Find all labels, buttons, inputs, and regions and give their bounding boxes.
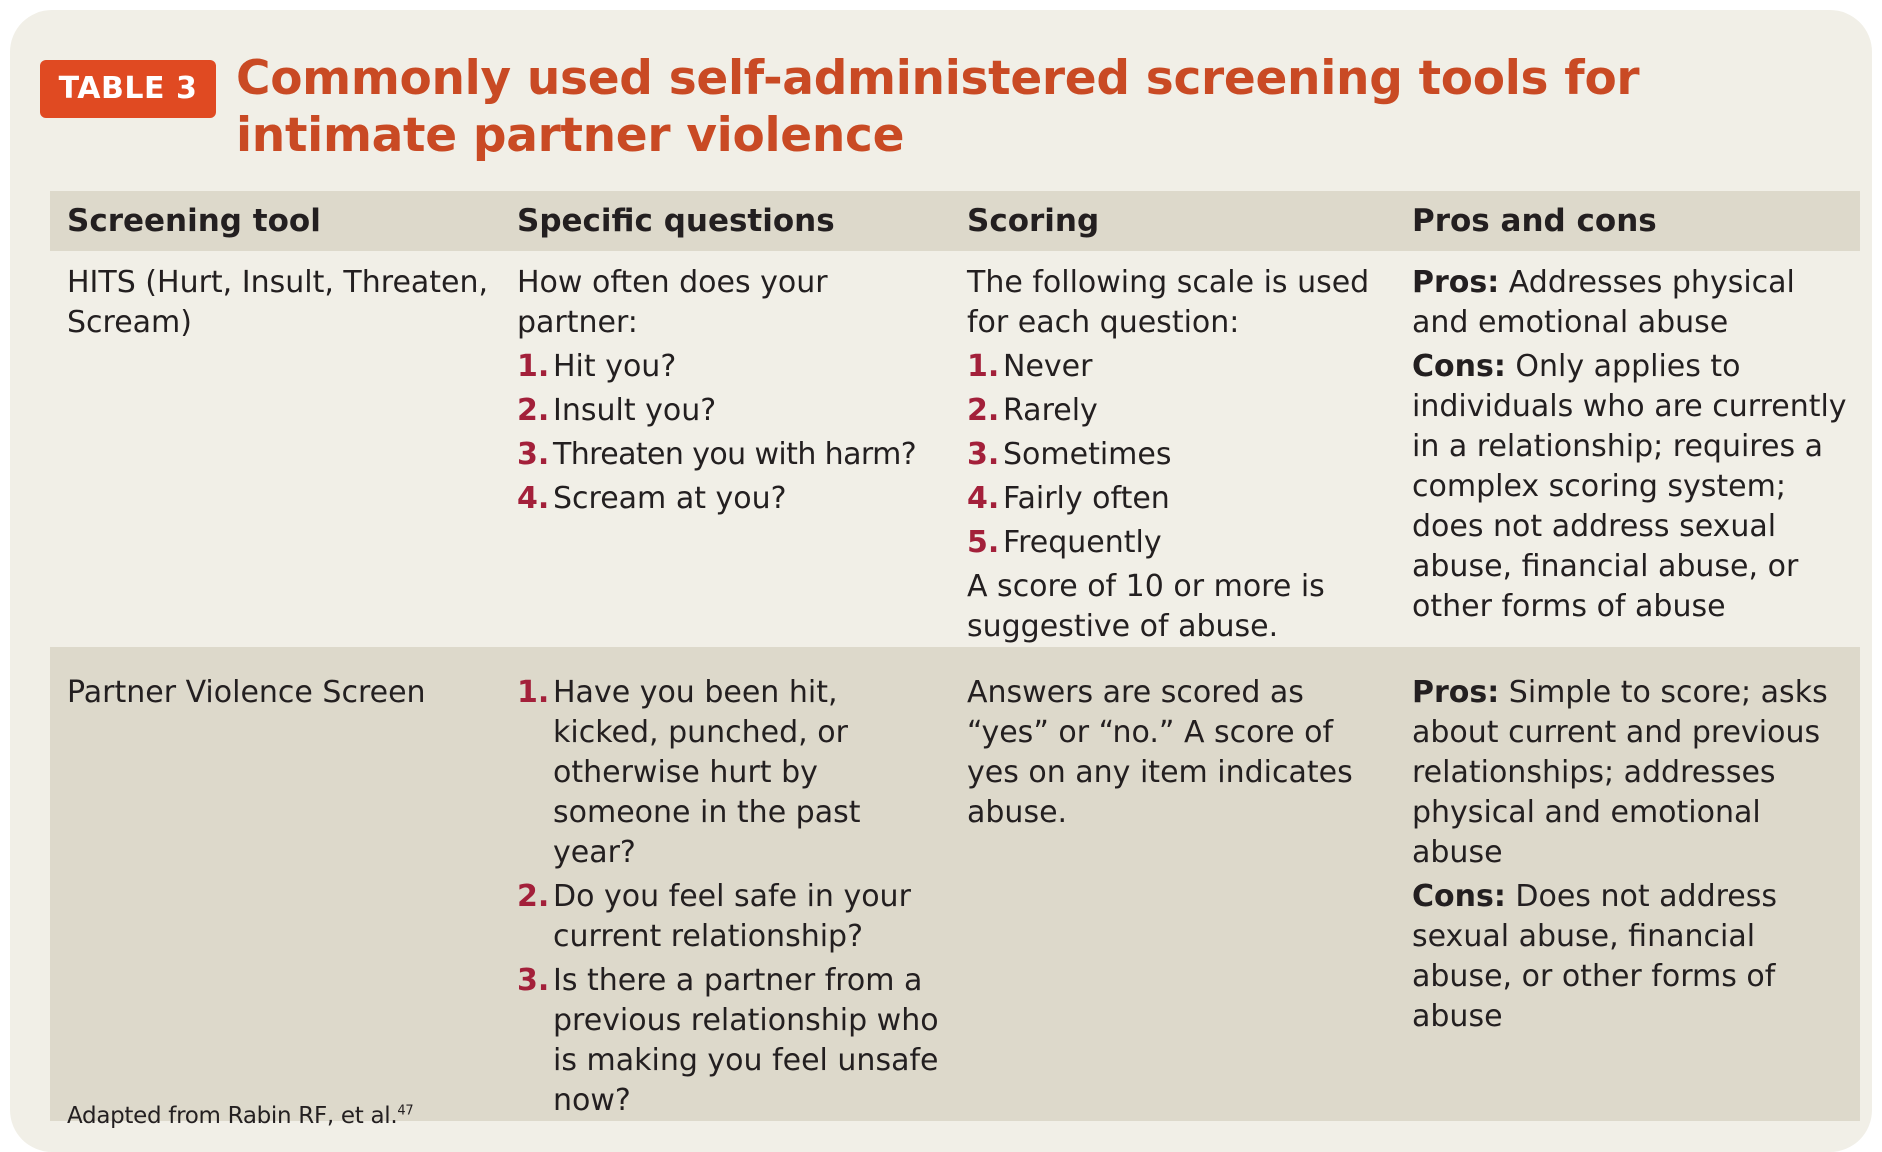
list-number: 1. — [517, 675, 550, 710]
header-specific-questions: Specific questions — [500, 191, 950, 251]
cons-block — [1412, 347, 1852, 627]
header-scoring: Scoring — [950, 191, 1395, 251]
list-number: 2. — [967, 393, 1000, 428]
questions-list — [517, 673, 942, 1121]
cons-text: Only applies to individuals who are currently in a relationship; requires a complex scoring system; does not address sexual abuse, financial abuse, or other forms of abuse — [1412, 349, 1847, 624]
list-number: 4. — [967, 481, 1000, 516]
cell-scoring — [950, 647, 1395, 1121]
list-item — [517, 961, 942, 1121]
list-number: 1. — [517, 349, 550, 384]
table-row — [50, 647, 1860, 1121]
list-text: Rarely — [1003, 393, 1098, 428]
cell-pros-cons — [1395, 251, 1860, 647]
list-text: Do you feel safe in your current relationship? — [553, 879, 911, 954]
header-screening-tool: Screening tool — [50, 191, 500, 251]
table-title: Commonly used self-administered screening tools for intimate partner violence — [236, 51, 1640, 163]
list-text: Have you been hit, kicked, punched, or otherwise hurt by someone in the past year? — [553, 675, 861, 870]
pros-block — [1412, 673, 1852, 873]
list-text: Fairly often — [1003, 481, 1170, 516]
footnote-text: Adapted from Rabin RF, et al. — [67, 1103, 398, 1129]
questions-list — [517, 347, 942, 519]
list-number: 2. — [517, 393, 550, 428]
list-item — [967, 347, 1387, 387]
screening-table — [50, 191, 1860, 1121]
source-footnote — [67, 1103, 413, 1129]
list-item — [517, 435, 942, 475]
tool-name: Partner Violence Screen — [67, 675, 426, 710]
list-number: 3. — [517, 963, 550, 998]
pros-text: Addresses physical and emotional abuse — [1412, 265, 1795, 340]
list-number: 3. — [967, 437, 1000, 472]
tool-name: HITS (Hurt, Insult, Threaten, Scream) — [67, 265, 489, 340]
scoring-intro: The following scale is used for each question: — [967, 265, 1370, 340]
list-item — [517, 479, 942, 519]
list-item — [967, 523, 1387, 563]
pros-label: Pros: — [1412, 265, 1500, 300]
cons-label: Cons: — [1412, 879, 1506, 914]
table-badge: TABLE 3 — [40, 60, 216, 118]
cell-questions — [500, 251, 950, 647]
list-number: 3. — [517, 437, 550, 472]
list-number: 2. — [517, 879, 550, 914]
list-item — [517, 673, 942, 873]
table-row — [50, 251, 1860, 647]
list-text: Never — [1003, 349, 1093, 384]
pros-block — [1412, 263, 1852, 343]
cell-pros-cons — [1395, 647, 1860, 1121]
pros-label: Pros: — [1412, 675, 1500, 710]
list-item — [967, 391, 1387, 431]
cell-scoring — [950, 251, 1395, 647]
list-text: Insult you? — [553, 393, 717, 428]
table-card — [10, 10, 1872, 1152]
list-number: 1. — [967, 349, 1000, 384]
list-item — [967, 435, 1387, 475]
list-item — [517, 391, 942, 431]
list-item — [517, 347, 942, 387]
scoring-text: Answers are scored as “yes” or “no.” A score of yes on any item indicates abuse. — [967, 675, 1353, 830]
list-number: 5. — [967, 525, 1000, 560]
list-item — [967, 479, 1387, 519]
cons-block — [1412, 877, 1852, 1037]
cell-tool — [50, 251, 500, 647]
cons-label: Cons: — [1412, 349, 1506, 384]
questions-intro: How often does your partner: — [517, 265, 828, 340]
list-text: Hit you? — [553, 349, 677, 384]
list-item — [517, 877, 942, 957]
list-text: Threaten you with harm? — [553, 437, 917, 472]
header-pros-and-cons: Pros and cons — [1395, 191, 1860, 251]
scoring-outro: A score of 10 or more is suggestive of abuse. — [967, 569, 1325, 644]
list-text: Frequently — [1003, 525, 1162, 560]
pros-text: Simple to score; asks about current and previous relationships; addresses physical and emotional abuse — [1412, 675, 1828, 870]
footnote-reference: 47 — [397, 1103, 414, 1119]
cell-questions — [500, 647, 950, 1121]
list-text: Scream at you? — [553, 481, 787, 516]
cell-tool — [50, 647, 500, 1121]
table-header-row — [50, 191, 1860, 251]
scoring-scale-list — [967, 347, 1387, 563]
list-text: Sometimes — [1003, 437, 1172, 472]
cons-text: Does not address sexual abuse, financial abuse, or other forms of abuse — [1412, 879, 1777, 1034]
list-text: Is there a partner from a previous relationship who is making you feel unsafe now? — [553, 963, 939, 1118]
list-number: 4. — [517, 481, 550, 516]
